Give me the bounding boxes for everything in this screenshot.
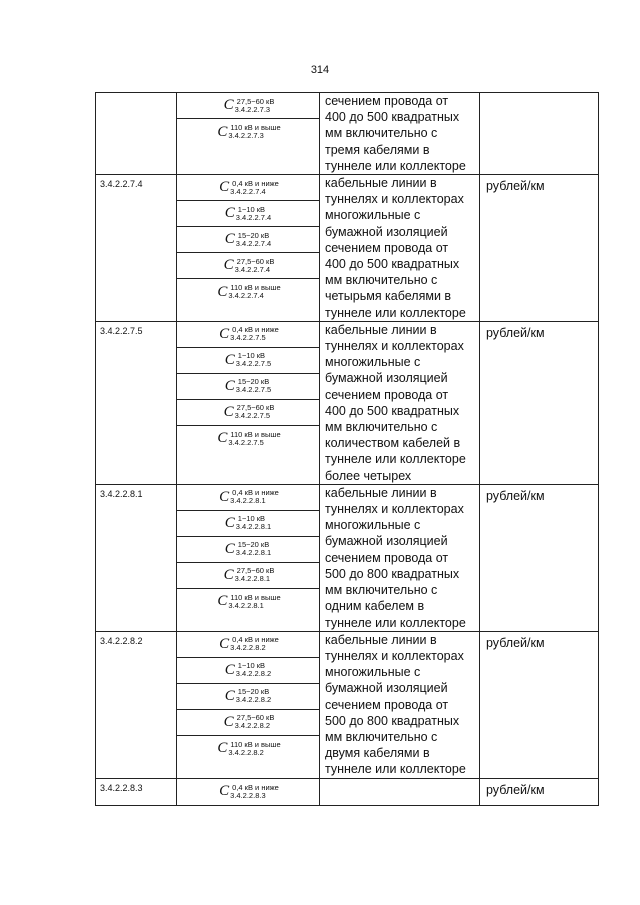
- rate-symbol: [177, 485, 319, 511]
- rate-symbol-letter: C: [223, 713, 234, 730]
- symbol-index: 3.4.2.2.8.1: [235, 522, 272, 532]
- item-description: [320, 631, 480, 778]
- voltage-class: 15−20 кВ: [237, 230, 270, 240]
- rate-symbol: [177, 119, 319, 145]
- rate-symbol: [177, 322, 319, 348]
- rate-symbol-letter: C: [219, 179, 230, 196]
- item-code: 3.4.2.2.7.5: [96, 321, 177, 484]
- voltage-class: 1−10 кВ: [237, 661, 266, 671]
- rate-symbol-indices: [228, 283, 281, 301]
- table-row: [96, 321, 599, 484]
- rate-symbol-letter: C: [224, 514, 235, 531]
- rate-symbols-cell: [177, 175, 320, 322]
- voltage-class: 27,5−60 кВ: [236, 256, 275, 266]
- symbol-index: 3.4.2.2.7.5: [228, 437, 264, 447]
- description-line: мм включительно с: [325, 273, 438, 288]
- rate-symbol-letter: C: [217, 283, 228, 300]
- rate-symbols-cell: [177, 778, 320, 805]
- rate-symbol-indices: [230, 326, 277, 342]
- item-description: [320, 778, 480, 805]
- rate-symbol: [177, 563, 319, 589]
- table-row: [96, 93, 599, 175]
- symbol-index: 3.4.2.2.8.1: [230, 496, 266, 506]
- table-row: [96, 631, 599, 778]
- voltage-class: 110 кВ и выше: [230, 739, 281, 749]
- rate-symbol-indices: [236, 232, 271, 248]
- rate-symbol-indices: [235, 714, 273, 730]
- description-line: сечением провода от: [325, 387, 449, 402]
- unit-of-measure: рублей/км: [480, 484, 599, 631]
- voltage-class: 0,4 кВ и ниже: [232, 178, 279, 188]
- rate-symbol: [177, 374, 319, 400]
- voltage-class: 1−10 кВ: [237, 514, 266, 524]
- unit-of-measure: рублей/км: [480, 175, 599, 322]
- rate-symbols-cell: [177, 93, 320, 175]
- rate-symbols-cell: [177, 321, 320, 484]
- item-code: 3.4.2.2.8.3: [96, 778, 177, 805]
- rate-symbol-indices: [228, 123, 281, 140]
- description-line: сечением провода от: [325, 550, 449, 565]
- symbol-index: 3.4.2.2.7.4: [234, 264, 271, 274]
- unit-of-measure: рублей/км: [480, 321, 599, 484]
- symbol-index: 3.4.2.2.7.5: [234, 411, 271, 421]
- symbol-index: 3.4.2.2.8.2: [235, 669, 272, 679]
- item-description: [320, 484, 480, 631]
- voltage-class: 27,5−60 кВ: [236, 566, 275, 576]
- rate-symbol: [177, 253, 319, 279]
- symbol-index: 3.4.2.2.7.5: [230, 333, 266, 343]
- symbol-index: 3.4.2.2.8.1: [235, 548, 272, 558]
- rate-symbol: [177, 400, 319, 426]
- rate-symbol-indices: [236, 541, 271, 557]
- description-line: многожильные с: [325, 518, 421, 533]
- rate-symbol-letter: C: [224, 231, 235, 248]
- description-line: кабельные линии в: [325, 485, 437, 500]
- rate-symbol-indices: [228, 429, 281, 447]
- item-code: 3.4.2.2.8.1: [96, 484, 177, 631]
- rate-symbol-letter: C: [223, 403, 234, 420]
- rate-symbol-indices: [236, 352, 271, 368]
- rate-symbol-indices: [235, 567, 273, 583]
- rate-symbol-letter: C: [217, 123, 228, 140]
- voltage-class: 15−20 кВ: [237, 540, 270, 550]
- rate-symbols-cell: [177, 631, 320, 778]
- rate-symbol-indices: [236, 515, 271, 531]
- rate-symbol-indices: [230, 784, 277, 800]
- voltage-class: 110 кВ и выше: [230, 592, 281, 602]
- item-description: [320, 93, 480, 175]
- symbol-index: 3.4.2.2.8.2: [235, 695, 272, 705]
- rate-symbol-letter: C: [223, 97, 234, 113]
- item-code: 3.4.2.2.8.2: [96, 631, 177, 778]
- symbol-index: 3.4.2.2.7.5: [235, 359, 272, 369]
- description-line: туннеле или коллекторе: [325, 762, 466, 777]
- rate-symbol-indices: [230, 180, 277, 196]
- description-line: кабельные линии в: [325, 176, 437, 191]
- description-line: 500 до 800 квадратных: [325, 566, 460, 581]
- description-line: более четырех: [325, 468, 412, 483]
- tariff-table-body: [96, 93, 599, 806]
- voltage-class: 0,4 кВ и ниже: [232, 325, 279, 335]
- description-line: туннеле или коллекторе: [325, 452, 466, 467]
- symbol-index: 3.4.2.2.7.4: [235, 238, 272, 248]
- description-line: бумажной изоляцией: [325, 224, 448, 239]
- rate-symbol-indices: [236, 662, 271, 678]
- symbol-index: 3.4.2.2.8.2: [228, 747, 264, 757]
- description-line: туннелях и коллекторах: [325, 502, 464, 517]
- rate-symbol-letter: C: [219, 325, 230, 342]
- rate-symbol-letter: C: [219, 783, 230, 800]
- table-row: [96, 175, 599, 322]
- description-line: бумажной изоляцией: [325, 371, 448, 386]
- rate-symbol-letter: C: [224, 540, 235, 557]
- rate-symbol-indices: [235, 404, 273, 420]
- description-line: туннелях и коллекторах: [325, 339, 464, 354]
- symbol-index: 3.4.2.2.8.1: [234, 574, 271, 584]
- description-line: многожильные с: [325, 355, 421, 370]
- symbol-index: 3.4.2.2.7.3: [234, 104, 271, 114]
- table-row: [96, 484, 599, 631]
- description-line: кабельные линии в: [325, 632, 437, 647]
- description-line: 400 до 500 квадратных: [325, 257, 460, 272]
- voltage-class: 1−10 кВ: [237, 351, 266, 361]
- rate-symbol-indices: [230, 636, 277, 652]
- rate-symbol-indices: [236, 206, 271, 222]
- voltage-class: 27,5−60 кВ: [236, 96, 275, 106]
- rate-symbol: [177, 426, 319, 452]
- rate-symbol-indices: [230, 489, 277, 505]
- description-line: туннеле или коллекторе: [325, 158, 466, 173]
- voltage-class: 110 кВ и выше: [230, 283, 281, 293]
- voltage-class: 15−20 кВ: [237, 377, 270, 387]
- description-line: 400 до 500 квадратных: [325, 110, 460, 125]
- rate-symbol-letter: C: [217, 740, 228, 757]
- voltage-class: 27,5−60 кВ: [236, 713, 275, 723]
- rate-symbol-letter: C: [224, 205, 235, 222]
- symbol-index: 3.4.2.2.8.2: [234, 721, 271, 731]
- item-description: [320, 321, 480, 484]
- symbol-index: 3.4.2.2.7.4: [230, 186, 266, 196]
- description-line: туннелях и коллекторах: [325, 192, 464, 207]
- rate-symbol: [177, 632, 319, 658]
- tariff-table: [95, 92, 599, 806]
- rate-symbol: [177, 779, 319, 805]
- item-code: [96, 93, 177, 175]
- voltage-class: 0,4 кВ и ниже: [232, 635, 279, 645]
- symbol-index: 3.4.2.2.7.5: [235, 385, 272, 395]
- rate-symbol-letter: C: [217, 430, 228, 447]
- description-line: многожильные с: [325, 665, 421, 680]
- voltage-class: 15−20 кВ: [237, 687, 270, 697]
- rate-symbol: [177, 537, 319, 563]
- description-line: двумя кабелями в: [325, 746, 430, 761]
- rate-symbol: [177, 658, 319, 684]
- voltage-class: 27,5−60 кВ: [236, 403, 275, 413]
- description-line: мм включительно с: [325, 420, 438, 435]
- symbol-index: 3.4.2.2.8.2: [230, 643, 266, 653]
- description-line: мм включительно с: [325, 126, 438, 141]
- rate-symbol: [177, 227, 319, 253]
- description-line: туннелях и коллекторах: [325, 648, 464, 663]
- symbol-index: 3.4.2.2.8.3: [230, 790, 266, 800]
- rate-symbol-indices: [236, 688, 271, 704]
- description-line: бумажной изоляцией: [325, 681, 448, 696]
- description-line: сечением провода от: [325, 94, 449, 108]
- rate-symbol-letter: C: [223, 566, 234, 583]
- rate-symbol: [177, 736, 319, 762]
- rate-symbol-letter: C: [219, 635, 230, 652]
- description-line: 400 до 500 квадратных: [325, 403, 460, 418]
- rate-symbol: [177, 201, 319, 227]
- symbol-index: 3.4.2.2.7.3: [228, 131, 264, 140]
- rate-symbol-indices: [228, 592, 281, 610]
- symbol-index: 3.4.2.2.7.4: [228, 291, 264, 301]
- rate-symbol-letter: C: [224, 661, 235, 678]
- description-line: сечением провода от: [325, 697, 449, 712]
- rate-symbol-indices: [235, 258, 273, 274]
- unit-of-measure: [480, 93, 599, 175]
- rate-symbol-letter: C: [217, 593, 228, 610]
- rate-symbol-letter: C: [224, 377, 235, 394]
- description-line: туннеле или коллекторе: [325, 615, 466, 630]
- rate-symbol-letter: C: [224, 351, 235, 368]
- description-line: кабельные линии в: [325, 322, 437, 337]
- rate-symbol: [177, 684, 319, 710]
- unit-of-measure: рублей/км: [480, 631, 599, 778]
- rate-symbol-letter: C: [219, 488, 230, 505]
- rate-symbol-indices: [235, 98, 273, 114]
- description-line: сечением провода от: [325, 240, 449, 255]
- symbol-index: 3.4.2.2.8.1: [228, 600, 264, 610]
- item-description: [320, 175, 480, 322]
- voltage-class: 1−10 кВ: [237, 204, 266, 214]
- rate-symbol: [177, 175, 319, 201]
- symbol-index: 3.4.2.2.7.4: [235, 212, 272, 222]
- rate-symbol: [177, 511, 319, 537]
- rate-symbol: [177, 710, 319, 736]
- unit-of-measure: рублей/км: [480, 778, 599, 805]
- voltage-class: 0,4 кВ и ниже: [232, 782, 279, 792]
- table-row: [96, 778, 599, 805]
- description-line: тремя кабелями в: [325, 142, 430, 157]
- description-line: мм включительно с: [325, 583, 438, 598]
- rate-symbol-letter: C: [223, 257, 234, 274]
- voltage-class: 110 кВ и выше: [230, 123, 281, 132]
- rate-symbol-indices: [228, 739, 281, 757]
- item-code: 3.4.2.2.7.4: [96, 175, 177, 322]
- rate-symbol: [177, 93, 319, 119]
- rate-symbol: [177, 348, 319, 374]
- description-line: многожильные с: [325, 208, 421, 223]
- voltage-class: 0,4 кВ и ниже: [232, 488, 279, 498]
- description-line: 500 до 800 квадратных: [325, 713, 460, 728]
- rate-symbol-indices: [236, 378, 271, 394]
- voltage-class: 110 кВ и выше: [230, 429, 281, 439]
- description-line: количеством кабелей в: [325, 436, 461, 451]
- page-number: 314: [310, 64, 330, 76]
- description-line: четырьмя кабелями в: [325, 289, 452, 304]
- description-line: туннеле или коллекторе: [325, 305, 466, 320]
- description-line: мм включительно с: [325, 729, 438, 744]
- rate-symbol: [177, 279, 319, 305]
- rate-symbols-cell: [177, 484, 320, 631]
- rate-symbol-letter: C: [224, 687, 235, 704]
- rate-symbol: [177, 589, 319, 615]
- description-line: бумажной изоляцией: [325, 534, 448, 549]
- description-line: одним кабелем в: [325, 599, 425, 614]
